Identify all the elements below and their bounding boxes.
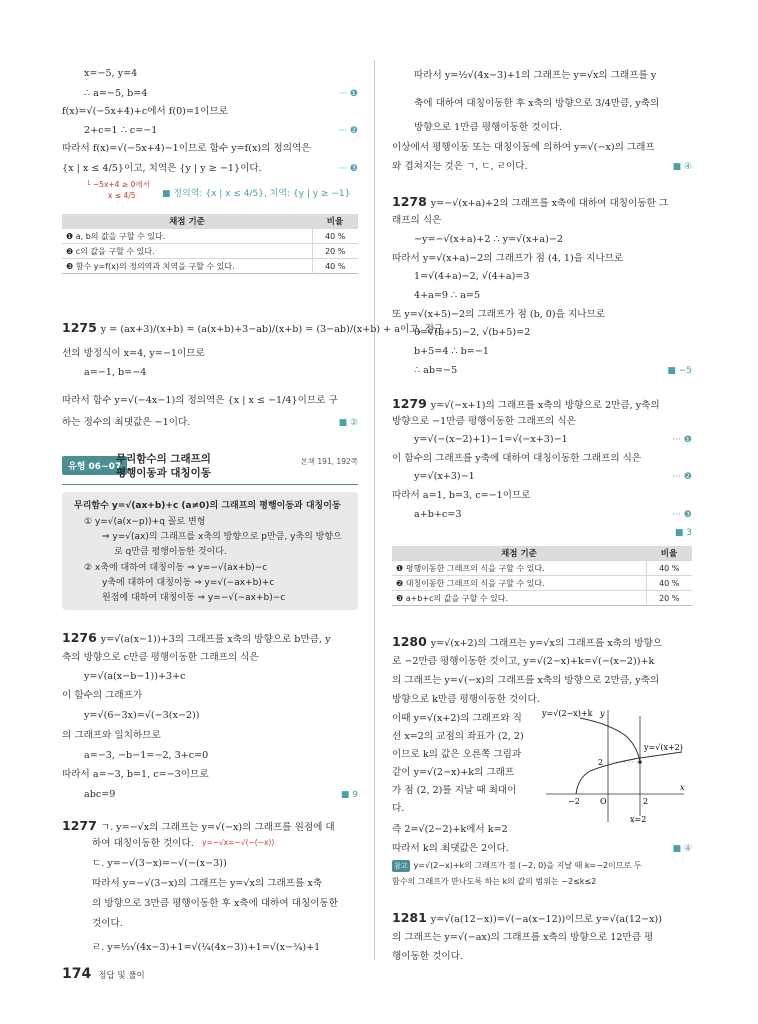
problem-1280 (392, 636, 662, 650)
text-line: 이상에서 평행이동 또는 대칭이동에 의하여 y=√(−x)의 그래프 (392, 142, 655, 153)
answer-label: ■ 9 (340, 790, 358, 800)
problem-number: 1277 (62, 818, 97, 833)
text-line: 이 함수의 그래프가 (62, 690, 143, 701)
text-line: y=√(−(x−2)+1)−1=√(−x+3)−1 (414, 434, 568, 445)
text-line: y=√(−x+1)의 그래프를 x축의 방향으로 2만큼, y축의 (430, 400, 660, 411)
text-line: 선 x=2의 교점의 좌표가 (2, 2) (392, 731, 524, 742)
red-annotation: y=−√x=−√(−(−x)) (202, 838, 275, 847)
summary-box (62, 492, 358, 610)
problem-number: 1281 (392, 910, 427, 925)
tick-label: −2 (568, 797, 580, 806)
problem-number: 1275 (62, 320, 97, 335)
table-cell: ❷ c의 값을 구할 수 있다. (62, 244, 312, 259)
type-title-line: 무리함수의 그래프의 (116, 453, 211, 465)
text-line: y=√(x+3)−1 (414, 471, 475, 482)
problem-number: 1279 (392, 396, 427, 411)
table-cell: ❷ 대칭이동한 그래프의 식을 구할 수 있다. (392, 576, 646, 591)
summary-line: 무리함수 y=√(ax+b)+c (a≠0)의 그래프의 평행이동과 대칭이동 (74, 501, 341, 511)
table-cell: ❶ a, b의 값을 구할 수 있다. (62, 229, 312, 244)
text-line: 4+a=9 ∴ a=5 (414, 290, 481, 301)
curve-label-2: y=√(x+2) (644, 743, 683, 752)
table-cell: 40 % (312, 229, 358, 244)
page-number: 174 (62, 966, 92, 982)
table-row (62, 229, 358, 244)
table-row (392, 576, 692, 591)
text-line: 가 점 (2, 2)를 지날 때 최대이 (392, 785, 517, 796)
note-text: 함수의 그래프가 만나도록 하는 k의 값의 범위는 −2≤k≤2 (392, 877, 597, 886)
text-line: 따라서 a=1, b=3, c=−1이므로 (392, 490, 531, 501)
table-row (392, 561, 692, 576)
answer-label: ■ ④ (672, 162, 692, 172)
problem-1278 (392, 196, 668, 210)
column-divider (374, 60, 375, 960)
table-cell: ❶ 평행이동한 그래프의 식을 구할 수 있다. (392, 561, 646, 576)
table-cell: 20 % (312, 244, 358, 259)
text-line: 래프의 식은 (392, 215, 442, 226)
text-line: y=√(x+2)의 그래프는 y=√x의 그래프를 x축의 방향으 (430, 638, 663, 649)
text-line: x=−5, y=4 (84, 68, 138, 79)
type-tag: 유형 06~07 (62, 456, 127, 475)
reference-note (392, 860, 642, 872)
problem-1277 (62, 820, 335, 834)
type-ref: 본책 191, 192쪽 (300, 457, 358, 466)
summary-line: 로 q만큼 평행이동한 것이다. (114, 547, 227, 557)
text-line: 의 그래프는 y=√(−ax)의 그래프를 x축의 방향으로 12만큼 평 (392, 932, 654, 943)
text-line: 이 함수의 그래프를 y축에 대하여 대칭이동한 그래프의 식은 (392, 453, 642, 464)
footer-label: 정답 및 풀이 (98, 971, 145, 981)
problem-number: 1280 (392, 634, 427, 649)
red-annotation: └ −5x+4 ≥ 0에서 (86, 180, 150, 189)
table-cell: 20 % (646, 591, 692, 606)
step-mark-1: ··· ❶ (672, 435, 692, 445)
summary-line: ⇒ y=√(ax)의 그래프를 x축의 방향으로 p만큼, y축의 방향으 (102, 532, 342, 542)
text-line: 이때 y=√(x+2)의 그래프와 직 (392, 713, 522, 724)
table-row (62, 244, 358, 259)
type-underline (62, 484, 358, 485)
text-line: ∴ ab=−5 (414, 365, 458, 376)
curve-label-1: y=√(2−x)+k (542, 709, 593, 718)
step-mark-2: ··· ❷ (338, 126, 358, 136)
text-line: 것이다. (92, 918, 123, 929)
curve-sqrt-2-minus-x (580, 718, 640, 762)
point-2-2 (638, 760, 642, 764)
text-line: b+5=4 ∴ b=−1 (414, 346, 489, 357)
text-line: 의 그래프와 일치하므로 (62, 730, 161, 741)
problem-1281 (392, 912, 662, 926)
grading-table (62, 214, 358, 274)
x-axis-label: x (680, 783, 685, 792)
text-line: abc=9 (84, 789, 116, 800)
note-tag: 참고 (394, 862, 408, 870)
table-cell: ❸ 함수 y=f(x)의 정의역과 치역을 구할 수 있다. (62, 259, 312, 274)
red-annotation: x ≤ 4/5 (108, 191, 136, 200)
text-line: 다. (392, 803, 405, 814)
summary-line: ① y=√(a(x−p))+q 꼴로 변형 (84, 517, 206, 527)
text-line: a+b+c=3 (414, 509, 462, 520)
graph-1280 (540, 706, 690, 826)
step-mark-3: ··· ❸ (338, 164, 358, 174)
table-cell: ❸ a+b+c의 값을 구할 수 있다. (392, 591, 646, 606)
text-line: y=√(a(12−x))=√(−a(x−12))이므로 y=√(a(12−x)) (430, 914, 663, 925)
answer-label: ■ −5 (667, 366, 692, 376)
table-header: 채점 기준 (392, 546, 646, 561)
y-axis-label: y (600, 709, 605, 718)
text-line: 따라서 f(x)=√(−5x+4)−1이므로 함수 y=f(x)의 정의역은 (62, 143, 311, 154)
text-line: 와 겹쳐지는 것은 ㄱ, ㄷ, ㄹ이다. (392, 161, 528, 172)
text-line: y=√(6−3x)=√(−3(x−2)) (84, 710, 200, 721)
table-cell: 40 % (646, 561, 692, 576)
text-line: 따라서 함수 y=√(−4x−1)의 정의역은 {x | x ≤ −1/4}이므로 구 (62, 395, 338, 406)
text-line: y=−√(x+a)+2의 그래프를 x축에 대하여 대칭이동한 그 (430, 198, 669, 209)
step-mark-2: ··· ❷ (672, 472, 692, 482)
text-line: 의 방향으로 3만큼 평행이동한 후 x축에 대하여 대칭이동한 (92, 898, 339, 909)
type-header (62, 453, 358, 486)
table-cell: 40 % (646, 576, 692, 591)
text-line: 같이 y=√(2−x)+k의 그래프 (392, 767, 515, 778)
text-line: y = (ax+3)/(x+b) = (a(x+b)+3−ab)/(x+b) = (3−ab)/(x+b) + a이고, 점근 (100, 324, 444, 335)
answer-label: ■ ② (338, 418, 358, 428)
text-line: y=√(a(x−b−1))+3+c (84, 671, 186, 682)
table-header: 비율 (646, 546, 692, 561)
tick-label: 2 (598, 758, 604, 767)
table-header: 채점 기준 (62, 214, 312, 229)
text-line: 따라서 y=½√(4x−3)+1의 그래프는 y=√x의 그래프를 y (414, 70, 657, 81)
problem-1275 (62, 322, 443, 336)
note-text: y=√(2−x)+k의 그래프가 점 (−2, 0)을 지날 때 k=−2이므로 두 (413, 861, 642, 870)
text-line: 방향으로 −1만큼 평행이동한 그래프의 식은 (392, 416, 576, 427)
grading-table (392, 546, 692, 606)
text-line: 이므로 k의 값은 오른쪽 그림과 (392, 749, 522, 760)
text-line: a=−1, b=−4 (84, 367, 147, 378)
text-line: 하여 대칭이동한 것이다. (92, 838, 194, 849)
text-line: 즉 2=√(2−2)+k에서 k=2 (392, 824, 508, 835)
text-line: 방향으로 1만큼 평행이동한 것이다. (414, 122, 563, 133)
line-label: x=2 (630, 815, 647, 824)
problem-1279 (392, 398, 660, 412)
table-row (392, 591, 692, 606)
summary-line: ② x축에 대하여 대칭이동 ⇒ y=−√(ax+b)−c (84, 563, 268, 573)
text-line: 행이동한 것이다. (392, 951, 463, 962)
text-line: ㄷ. y=−√(3−x)=−√(−(x−3)) (92, 858, 227, 869)
step-mark-3: ··· ❸ (672, 510, 692, 520)
text-line: 로 −2만큼 평행이동한 것이고, y=√(2−x)+k=√(−(x−2))+k (392, 656, 655, 667)
text-line: 방향으로 k만큼 평행이동한 것이다. (392, 694, 540, 705)
text-line: 선의 방정식이 x=4, y=−1이므로 (62, 348, 205, 359)
text-line: 0=√(b+5)−2, √(b+5)=2 (414, 327, 531, 338)
text-line: 따라서 y=√(x+a)−2의 그래프가 점 (4, 1)을 지나므로 (392, 253, 624, 264)
text-line: 1=√(4+a)−2, √(4+a)=3 (414, 271, 530, 282)
type-title-line: 평행이동과 대칭이동 (116, 467, 211, 479)
text-line: ㄹ. y=½√(4x−3)+1=√(¼(4x−3))+1=√(x−¾)+1 (92, 942, 321, 953)
type-title (116, 452, 211, 480)
tick-label: 2 (643, 797, 649, 806)
text-line: 2+c=1 ∴ c=−1 (84, 125, 158, 136)
text-line: a=−3, −b−1=−2, 3+c=0 (84, 750, 209, 761)
text-line: 하는 정수의 최댓값은 −1이다. (62, 417, 191, 428)
answer-label: ■ 정의역: {x | x ≤ 4/5}, 치역: {y | y ≥ −1} (162, 189, 351, 199)
text-line: f(x)=√(−5x+4)+c에서 f(0)=1이므로 (62, 106, 228, 117)
table-cell: 40 % (312, 259, 358, 274)
step-mark-1: ··· ❶ (338, 89, 358, 99)
table-header: 비율 (312, 214, 358, 229)
text-line: ㄱ. y=−√x의 그래프는 y=√(−x)의 그래프를 원점에 대 (100, 822, 335, 833)
text-line: ∴ a=−5, b=4 (84, 88, 148, 99)
text-line: 의 그래프는 y=√(−x)의 그래프를 x축의 방향으로 2만큼, y축의 (392, 675, 660, 686)
problem-1276 (62, 632, 331, 646)
table-row (62, 259, 358, 274)
text-line: 또 y=√(x+5)−2의 그래프가 점 (b, 0)을 지나므로 (392, 309, 606, 320)
text-line: 따라서 k의 최댓값은 2이다. (392, 843, 509, 854)
answer-label: ■ ④ (672, 844, 692, 854)
text-line: {x | x ≤ 4/5}이고, 치역은 {y | y ≥ −1}이다. (62, 163, 262, 174)
text-line: 축의 방향으로 c만큼 평행이동한 그래프의 식은 (62, 652, 259, 663)
origin-label: O (600, 797, 607, 806)
text-line: 따라서 y=−√(3−x)의 그래프는 y=√x의 그래프를 x축 (92, 878, 323, 889)
text-line: 따라서 a=−3, b=1, c=−3이므로 (62, 769, 209, 780)
summary-line: y축에 대하여 대칭이동 ⇒ y=√(−ax+b)+c (102, 578, 275, 588)
curve-sqrt-x-plus-2 (576, 752, 682, 794)
problem-number: 1276 (62, 630, 97, 645)
page-footer (62, 966, 145, 982)
summary-line: 원점에 대하여 대칭이동 ⇒ y=−√(−ax+b)−c (102, 593, 286, 603)
text-line: 축에 대하여 대칭이동한 후 x축의 방향으로 3/4만큼, y축의 (414, 98, 660, 109)
text-line: y=√(a(x−1))+3의 그래프를 x축의 방향으로 b만큼, y (100, 634, 331, 645)
answer-label: ■ 3 (674, 528, 692, 538)
problem-number: 1278 (392, 194, 427, 209)
text-line: −y=−√(x+a)+2 ∴ y=√(x+a)−2 (414, 234, 564, 245)
